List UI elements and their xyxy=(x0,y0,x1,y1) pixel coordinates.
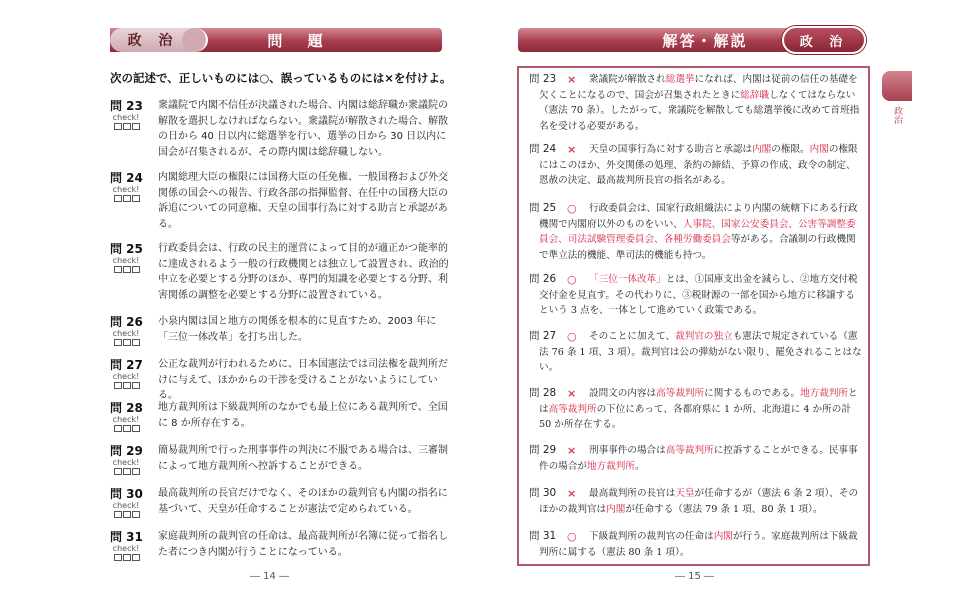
question-text: 公正な裁判が行われるために、日本国憲法では司法権を裁判所だけに与えて、ほかからの干渉を受けることがないようにしている。 xyxy=(158,359,448,401)
question-tag xyxy=(110,402,152,432)
answer-text-part: 設問文の内容は xyxy=(589,388,657,399)
question-tag xyxy=(110,316,152,346)
question-number: 問 25 xyxy=(110,242,143,256)
check-boxes xyxy=(114,382,152,389)
answer-number: 問 27 xyxy=(529,330,557,342)
answer-mark: ○ xyxy=(567,273,577,286)
check-box[interactable] xyxy=(132,382,140,389)
answer-mark: ○ xyxy=(567,202,577,215)
check-box[interactable] xyxy=(114,266,122,273)
question-text: 小泉内閣は国と地方の関係を根本的に見直すため、2003 年に「三位一体改革」を打ち出した。 xyxy=(158,316,437,343)
answer-text-part: の権限。 xyxy=(771,144,810,155)
answer-text xyxy=(539,201,864,263)
answer-mark: × xyxy=(567,444,577,457)
check-boxes xyxy=(114,339,152,346)
highlight-term: 裁判官の独立 xyxy=(675,331,733,342)
answer-text-part: 行政委員会は、国家行政組織法により内閣の統轄下にある行政機関で内閣府以外のものをいい、 xyxy=(539,203,858,230)
question-tag xyxy=(110,100,152,130)
check-boxes xyxy=(114,468,152,475)
question-text: 地方裁判所は下級裁判所のなかでも最上位にある裁判所で、全国に 8 か所存在する。 xyxy=(158,402,448,429)
check-box[interactable] xyxy=(123,554,131,561)
answer-text-part: も憲法で規定されている（憲法 76 条 1 項、3 項）。裁判官は公の弾劾がない限り、罷免されることはない。 xyxy=(539,331,862,373)
answer-text-part: 下級裁判所の裁判官の任命は xyxy=(589,531,714,542)
answer-text-part: とは、①国庫支出金を減らし、②地方交付税交付金を見直す。その代わりに、③税財源の一部を国から地方に移譲するという 3 点を、一体として進めていく政策である。 xyxy=(539,274,858,316)
answer-number: 問 24 xyxy=(529,143,557,155)
highlight-term: 人事院、国家公安委員会、公害等調整委員会、司法試験管理委員会、各種労働委員会 xyxy=(539,218,856,245)
question-text: 内閣総理大臣の権限には国務大臣の任免権、一般国務および外交関係の国会への報告、行政各部の指揮監督、在任中の国務大臣の訴追についての同意権、天皇の国事行為に対する助言と承認がある。 xyxy=(158,172,448,230)
highlight-term: 総選挙 xyxy=(665,74,695,85)
highlight-term: 内閣 xyxy=(809,144,829,155)
question-tag xyxy=(110,531,152,561)
highlight-term: 内閣 xyxy=(752,144,772,155)
question-number: 問 31 xyxy=(110,530,143,544)
question-tag xyxy=(110,359,152,389)
page-number: ― 14 ― xyxy=(250,571,290,582)
check-label: check! xyxy=(112,415,140,424)
highlight-term: 高等裁判所 xyxy=(548,403,597,415)
answer-text-part: とは xyxy=(539,388,858,415)
check-label: check! xyxy=(112,458,140,467)
check-box[interactable] xyxy=(114,123,122,130)
question-number: 問 26 xyxy=(110,315,143,329)
check-box[interactable] xyxy=(114,339,122,346)
check-box[interactable] xyxy=(123,266,131,273)
check-boxes xyxy=(114,195,152,202)
check-box[interactable] xyxy=(114,195,122,202)
answer-text-part: 天皇の国事行為に対する助言と承認は xyxy=(589,144,753,155)
section-title: 問 題 xyxy=(267,31,333,50)
question-text: 簡易裁判所で行った刑事事件の判決に不服である場合は、三審制によって地方裁判所へ控訴することができる。 xyxy=(158,445,448,472)
answer-text-part: に控訴することができる。民事事件の場合が xyxy=(539,445,858,472)
check-box[interactable] xyxy=(132,511,140,518)
check-label: check! xyxy=(112,256,140,265)
question-number: 問 27 xyxy=(110,358,143,372)
answer-number: 問 30 xyxy=(529,487,557,499)
check-label: check! xyxy=(112,372,140,381)
answer-text-part: に関するものである。 xyxy=(704,388,801,399)
highlight-term: 総辞職 xyxy=(740,89,770,101)
answer-mark: × xyxy=(567,143,577,156)
answer-text-part: が任命する（憲法 79 条 1 項、80 条 1 項）。 xyxy=(625,503,823,515)
answer-text-part: 最高裁判所の長官は xyxy=(589,488,676,499)
question-tag xyxy=(110,488,152,518)
answer-number: 問 31 xyxy=(529,530,557,542)
question-text: 最高裁判所の長官だけでなく、そのほかの裁判官も内閣の指名に基づいて、天皇が任命することが憲法で定められている。 xyxy=(158,488,448,515)
answer-text xyxy=(539,329,864,376)
answer-text-part: になれば、内閣は従前の信任の基礎を欠くことになるので、国会が召集されたときに xyxy=(539,74,858,101)
answer-number: 問 26 xyxy=(529,273,557,285)
answer-text xyxy=(539,529,864,560)
check-box[interactable] xyxy=(123,339,131,346)
check-label: check! xyxy=(112,185,140,194)
check-box[interactable] xyxy=(132,425,140,432)
check-box[interactable] xyxy=(114,511,122,518)
check-boxes xyxy=(114,266,152,273)
answer-number: 問 29 xyxy=(529,444,557,456)
highlight-term: 内閣 xyxy=(606,503,626,515)
check-box[interactable] xyxy=(132,266,140,273)
subject-pill: 政 治 xyxy=(782,26,866,54)
question-tag xyxy=(110,243,152,273)
check-box[interactable] xyxy=(132,468,140,475)
question-number: 問 24 xyxy=(110,171,143,185)
answer-text xyxy=(539,443,864,474)
answer-number: 問 23 xyxy=(529,73,557,85)
answer-text xyxy=(539,72,864,134)
side-tab-label: 政治 xyxy=(892,106,902,124)
answer-text xyxy=(539,142,864,189)
check-box[interactable] xyxy=(123,123,131,130)
highlight-term: 内閣 xyxy=(713,531,733,542)
check-label: check! xyxy=(112,501,140,510)
check-label: check! xyxy=(112,544,140,553)
check-boxes xyxy=(114,425,152,432)
check-box[interactable] xyxy=(132,195,140,202)
question-tag xyxy=(110,445,152,475)
question-text: 衆議院で内閣不信任が決議された場合、内閣は総辞職か衆議院の解散を選択しなければならない。衆議院が解散された場合、解散の日から 40 日以内に総選挙を行い、選挙の日から 30 日以内に国会が召集されるが、その際内閣は総辞職しない。 xyxy=(158,100,448,158)
answer-text xyxy=(539,272,864,319)
check-box[interactable] xyxy=(123,511,131,518)
check-box[interactable] xyxy=(123,195,131,202)
answer-mark: × xyxy=(567,73,577,86)
question-text: 行政委員会は、行政の民主的運営によって目的が適正かつ能率的に達成されるよう一般の行政機関とは独立して設置され、政治的中立を必要とする分野のほか、専門的知識を必要とする分野、利害関係の調整を必要とする分野に設置されている。 xyxy=(158,243,449,301)
check-box[interactable] xyxy=(114,468,122,475)
right-page xyxy=(485,0,970,600)
highlight-term: 高等裁判所 xyxy=(656,388,705,399)
check-boxes xyxy=(114,511,152,518)
check-box[interactable] xyxy=(132,339,140,346)
answer-mark: × xyxy=(567,387,577,400)
check-boxes xyxy=(114,123,152,130)
check-box[interactable] xyxy=(123,425,131,432)
check-box[interactable] xyxy=(114,554,122,561)
question-number: 問 30 xyxy=(110,487,143,501)
answer-number: 問 28 xyxy=(529,387,557,399)
instruction-text: 次の記述で、正しいものには○、誤っているものには×を付けよ。 xyxy=(110,71,452,85)
section-title: 解答・解説 xyxy=(662,31,748,50)
answer-mark: ○ xyxy=(567,530,577,543)
subject-pill: 政 治 xyxy=(110,28,196,52)
answer-text-part: が行う。家庭裁判所は下級裁判所に属する（憲法 80 条 1 項）。 xyxy=(539,531,858,558)
side-tab xyxy=(882,71,912,101)
check-box[interactable] xyxy=(123,468,131,475)
answer-number: 問 25 xyxy=(529,202,557,214)
check-box[interactable] xyxy=(132,554,140,561)
check-box[interactable] xyxy=(132,123,140,130)
answer-text xyxy=(539,386,864,433)
answer-text-part: の権限にはこのほか、外交関係の処理、条約の締結、予算の作成、政令の制定、恩赦の決定、最高裁判所長官の指名がある。 xyxy=(539,144,858,186)
answer-text xyxy=(539,486,864,517)
check-box[interactable] xyxy=(114,382,122,389)
question-number: 問 28 xyxy=(110,401,143,415)
question-text: 家庭裁判所の裁判官の任命は、最高裁判所が名簿に従って指名した者につき内閣が行うことになっている。 xyxy=(158,531,448,558)
answer-text-part: そのことに加えて、 xyxy=(589,331,676,342)
answer-text-part: 。 xyxy=(634,460,645,472)
question-tag xyxy=(110,172,152,202)
question-number: 問 29 xyxy=(110,444,143,458)
highlight-term: 地方裁判所 xyxy=(800,388,849,399)
question-number: 問 23 xyxy=(110,99,143,113)
highlight-term: 「三位一体改革」 xyxy=(589,274,666,285)
answer-text-part: の下位にあって、各都府県に 1 か所、北海道に 4 か所の計 50 か所存在する。 xyxy=(539,403,851,430)
page-number: ― 15 ― xyxy=(675,571,715,582)
answer-box xyxy=(517,66,870,566)
answer-mark: ○ xyxy=(567,330,577,343)
check-label: check! xyxy=(112,113,140,122)
highlight-term: 高等裁判所 xyxy=(665,445,714,456)
check-box[interactable] xyxy=(123,382,131,389)
check-boxes xyxy=(114,554,152,561)
highlight-term: 地方裁判所 xyxy=(586,460,635,472)
answer-text-part: 刑事事件の場合は xyxy=(589,445,666,456)
answer-mark: × xyxy=(567,487,577,500)
answer-text-part: 等がある。合議制の行政機関で準立法的機能、準司法的機能も持つ。 xyxy=(539,234,856,261)
check-box[interactable] xyxy=(114,425,122,432)
answer-text-part: しなくてはならない（憲法 70 条）。したがって、衆議院を解散しても総選挙後に改めて首班指名を受ける必要がある。 xyxy=(539,89,860,132)
answer-text-part: 衆議院が解散され xyxy=(589,74,666,85)
answer-text-part: が任命するが（憲法 6 条 2 項）、そのほかの裁判官は xyxy=(539,488,859,515)
highlight-term: 天皇 xyxy=(675,488,695,499)
check-label: check! xyxy=(112,329,140,338)
